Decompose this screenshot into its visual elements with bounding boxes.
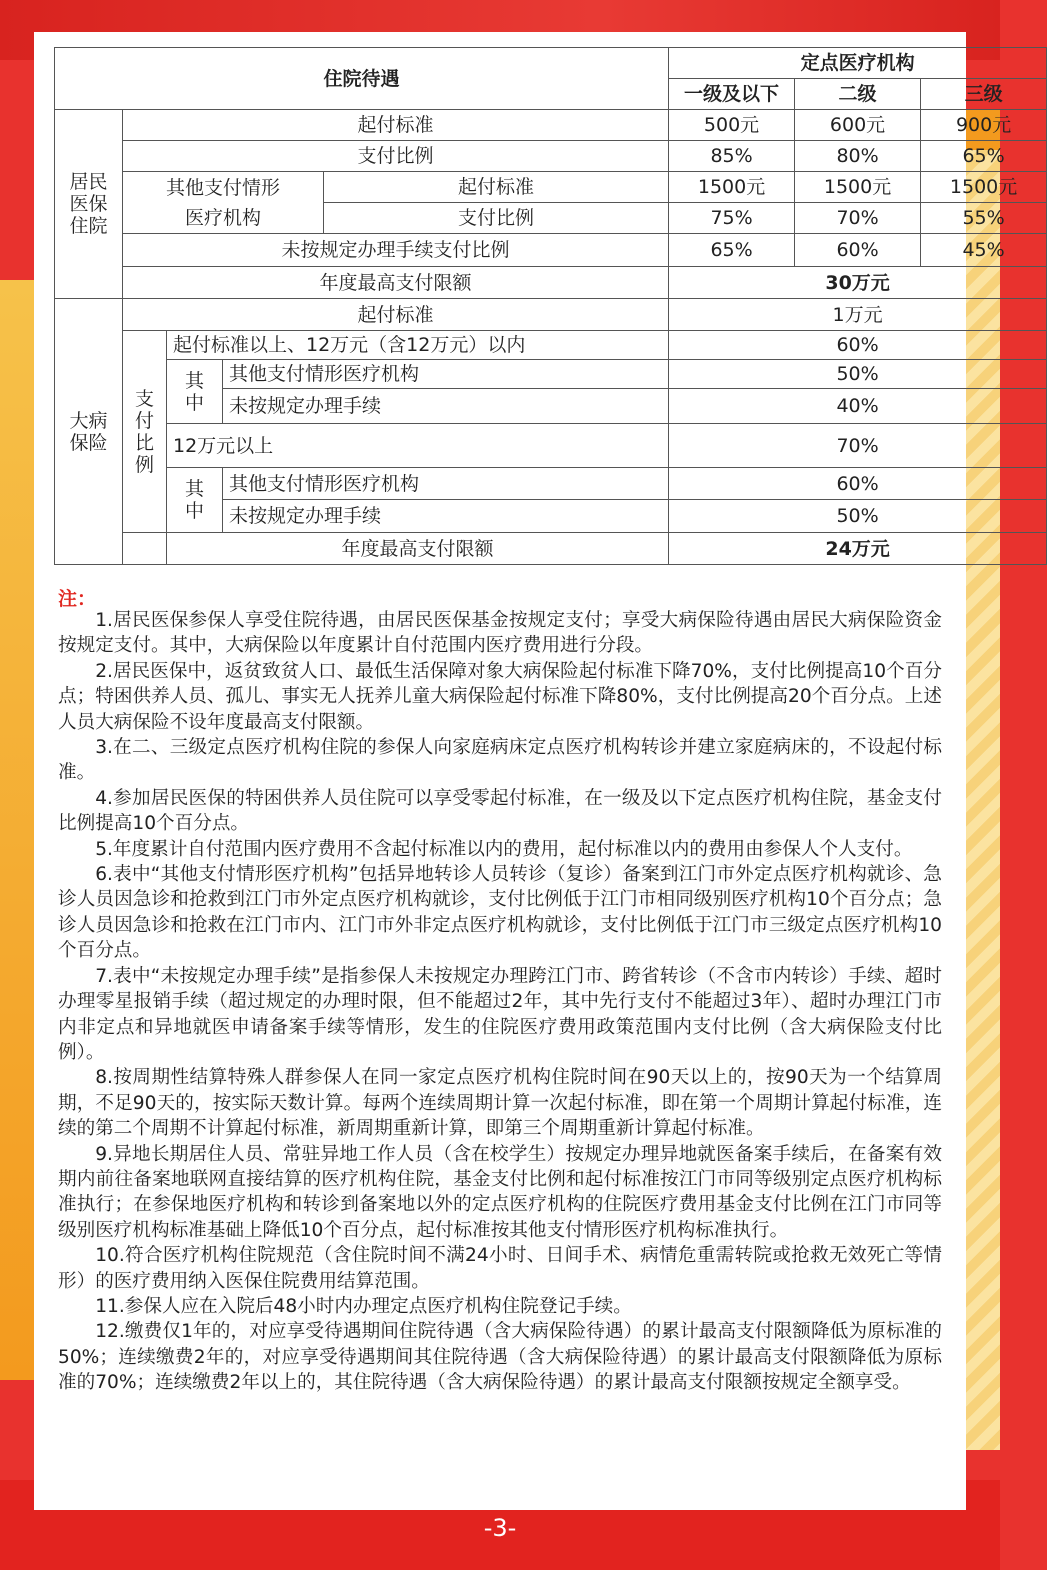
other-deductible-l2: 1500元 bbox=[795, 172, 921, 203]
noproc-ratio-label: 未按规定办理手续支付比例 bbox=[123, 234, 669, 267]
range1-other-label: 其他支付情形医疗机构 bbox=[223, 360, 669, 389]
range2-other-value: 60% bbox=[669, 468, 1047, 500]
header-main: 住院待遇 bbox=[55, 48, 669, 110]
other-deductible-l1: 1500元 bbox=[669, 172, 795, 203]
note-item: 2.居民医保中，返贫致贫人口、最低生活保障对象大病保险起付标准下降70%，支付比例提高10个百分点；特困供养人员、孤儿、事实无人抚养儿童大病保险起付标准下降80%，支付比例提高20个百分点。上述人员大病保险不设年度最高支付限额。 bbox=[58, 660, 942, 733]
range1-among-label: 其 中 bbox=[167, 360, 223, 424]
range2-among-label: 其 中 bbox=[167, 468, 223, 533]
other-deductible-label: 起付标准 bbox=[324, 172, 669, 203]
header-level-1: 一级及以下 bbox=[669, 79, 795, 110]
resident-ratio-l1: 85% bbox=[669, 141, 795, 172]
note-item: 1.居民医保参保人享受住院待遇，由居民医保基金按规定支付；享受大病保险待遇由居民大病保险资金按规定支付。其中，大病保险以年度累计自付范围内医疗费用进行分段。 bbox=[58, 610, 942, 657]
resident-ratio-l2: 80% bbox=[795, 141, 921, 172]
range2-other-label: 其他支付情形医疗机构 bbox=[223, 468, 669, 500]
resident-block-label: 居民 医保 住院 bbox=[55, 110, 123, 299]
range2-label: 12万元以上 bbox=[167, 424, 669, 468]
range1-noproc-label: 未按规定办理手续 bbox=[223, 389, 669, 424]
range1-value: 60% bbox=[669, 331, 1047, 360]
other-institution-label: 其他支付情形 医疗机构 bbox=[123, 172, 324, 234]
noproc-ratio-l2: 60% bbox=[795, 234, 921, 267]
range2-noproc-label: 未按规定办理手续 bbox=[223, 500, 669, 533]
note-item: 8.按周期性结算特殊人群参保人在同一家定点医疗机构住院时间在90天以上的，按90天为一个结算周期，不足90天的，按实际天数计算。每两个连续周期计算一次起付标准，即在第一个周期计算起付标准，连续的第二个周期不计算起付标准，新周期重新计算，即第三个周期重新计算起付标准。 bbox=[58, 1067, 942, 1140]
resident-deductible-l2: 600元 bbox=[795, 110, 921, 141]
other-ratio-l2: 70% bbox=[795, 203, 921, 234]
range2-value: 70% bbox=[669, 424, 1047, 468]
note-item: 10.符合医疗机构住院规范（含住院时间不满24小时、日间手术、病情危重需转院或抢救无效死亡等情形）的医疗费用纳入医保住院费用结算范围。 bbox=[58, 1245, 942, 1292]
critical-annual-limit: 24万元 bbox=[669, 533, 1047, 565]
other-ratio-l1: 75% bbox=[669, 203, 795, 234]
header-level-3: 三级 bbox=[921, 79, 1047, 110]
resident-ratio-l3: 65% bbox=[921, 141, 1047, 172]
note-item: 11.参保人应在入院后48小时内办理定点医疗机构住院登记手续。 bbox=[95, 1295, 632, 1317]
payment-ratio-vertical-label: 支 付 比 例 bbox=[123, 331, 167, 533]
resident-deductible-l3: 900元 bbox=[921, 110, 1047, 141]
resident-annual-limit-label: 年度最高支付限额 bbox=[123, 267, 669, 299]
header-group: 定点医疗机构 bbox=[669, 48, 1047, 79]
note-item: 6.表中“其他支付情形医疗机构”包括异地转诊人员转诊（复诊）备案到江门市外定点医疗机构就诊、急诊人员因急诊和抢救到江门市外定点医疗机构就诊，支付比例低于江门市相同级别医疗机构10个百分点；急诊人员因急诊和抢救在江门市内、江门市外非定点医疗机构就诊，支付比例低于江门市三级定点医疗机构10个百分点。 bbox=[58, 864, 942, 962]
other-deductible-l3: 1500元 bbox=[921, 172, 1047, 203]
other-ratio-label: 支付比例 bbox=[324, 203, 669, 234]
resident-annual-limit: 30万元 bbox=[669, 267, 1047, 299]
other-ratio-l3: 55% bbox=[921, 203, 1047, 234]
decorative-stripe-left bbox=[0, 280, 34, 1380]
note-item: 9.异地长期居住人员、常驻异地工作人员（含在校学生）按规定办理异地就医备案手续后，在备案有效期内前往备案地联网直接结算的医疗机构住院，基金支付比例和起付标准按江门市同等级别定点医疗机构标准执行；在参保地医疗机构和转诊到备案地以外的定点医疗机构的住院医疗费用基金支付比例在江门市同等级别医疗机构标准基础上降低10个百分点，起付标准按其他支付情形医疗机构标准执行。 bbox=[58, 1143, 942, 1241]
critical-deductible-label: 起付标准 bbox=[123, 299, 669, 331]
resident-ratio-label: 支付比例 bbox=[123, 141, 669, 172]
note-item: 3.在二、三级定点医疗机构住院的参保人向家庭病床定点医疗机构转诊并建立家庭病床的，不设起付标准。 bbox=[58, 737, 942, 784]
critical-deductible: 1万元 bbox=[669, 299, 1047, 331]
resident-deductible-l1: 500元 bbox=[669, 110, 795, 141]
note-item: 12.缴费仅1年的，对应享受待遇期间住院待遇（含大病保险待遇）的累计最高支付限额降低为原标准的50%；连续缴费2年的，对应享受待遇期间其住院待遇（含大病保险待遇）的累计最高支付限额降低为原标准的70%；连续缴费2年以上的，其住院待遇（含大病保险待遇）的累计最高支付限额按规定全额享受。 bbox=[58, 1321, 942, 1394]
benefits-table bbox=[54, 47, 1047, 565]
notes-title: 注： bbox=[58, 588, 97, 610]
note-item: 4.参加居民医保的特困供养人员住院可以享受零起付标准，在一级及以下定点医疗机构住院，基金支付比例提高10个百分点。 bbox=[58, 787, 942, 835]
resident-deductible-label: 起付标准 bbox=[123, 110, 669, 141]
empty-cell bbox=[123, 533, 167, 565]
critical-block-label: 大病 保险 bbox=[55, 299, 123, 565]
note-item: 5.年度累计自付范围内医疗费用不含起付标准以内的费用，起付标准以内的费用由参保人个人支付。 bbox=[95, 838, 913, 860]
range1-noproc-value: 40% bbox=[669, 389, 1047, 424]
critical-annual-limit-label: 年度最高支付限额 bbox=[167, 533, 669, 565]
notes-section bbox=[58, 608, 942, 1396]
range2-noproc-value: 50% bbox=[669, 500, 1047, 533]
noproc-ratio-l3: 45% bbox=[921, 234, 1047, 267]
noproc-ratio-l1: 65% bbox=[669, 234, 795, 267]
page-number: -3- bbox=[483, 1514, 517, 1542]
header-level-2: 二级 bbox=[795, 79, 921, 110]
range1-label: 起付标准以上、12万元（含12万元）以内 bbox=[167, 331, 669, 360]
note-item: 7.表中“未按规定办理手续”是指参保人未按规定办理跨江门市、跨省转诊（不含市内转诊）手续、超时办理零星报销手续（超过规定的办理时限，但不能超过2年，其中先行支付不能超过3年）、超时办理江门市内非定点和异地就医申请备案手续等情形，发生的住院医疗费用政策范围内支付比例（含大病保险支付比例）。 bbox=[58, 965, 942, 1063]
range1-other-value: 50% bbox=[669, 360, 1047, 389]
